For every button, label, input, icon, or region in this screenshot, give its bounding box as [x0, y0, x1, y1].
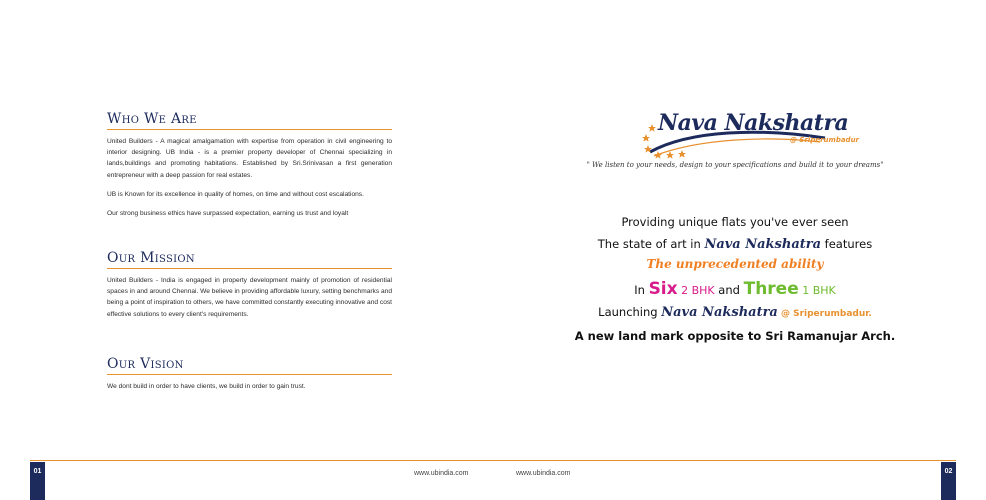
feature-line-5	[560, 305, 910, 329]
six-label: Six	[648, 279, 678, 299]
our-mission-section	[107, 250, 392, 328]
feature-line-4-and: and	[714, 283, 744, 297]
feature-line-5-location: @ Sriperumbadur.	[777, 309, 872, 319]
features-block	[560, 215, 910, 349]
our-vision-section	[107, 356, 392, 400]
nava-nakshatra-logo	[640, 108, 859, 156]
feature-line-2-brand: Nava Nakshatra	[704, 237, 822, 252]
feature-line-1: Providing unique flats you've ever seen	[621, 215, 849, 229]
feature-line-3-text: The unprecedented ability	[646, 257, 824, 271]
feature-line-5-brand: Nava Nakshatra	[661, 305, 778, 320]
feature-line-2	[560, 237, 910, 257]
who-we-are-heading: Who We Are	[107, 111, 392, 130]
feature-line-2-post: features	[821, 237, 873, 251]
logo-title: Nava Nakshatra	[658, 110, 849, 136]
feature-line-5-pre: Launching	[598, 305, 662, 319]
our-vision-heading: Our Vision	[107, 356, 392, 375]
feature-line-2-pre: The state of art in	[597, 237, 705, 251]
bhk2-label: 2 BHK	[677, 284, 715, 297]
our-mission-paragraph: United Builders - India is engaged in property development mainly of promotion of residential spaces in and around Chennai. We believe in providing affordable luxury, setting benchmarks and being a point of inspiration to others, we have committed constantly executing innovative and cost effective solutions to every client's requirements.	[107, 277, 392, 318]
page-number-right: 02	[941, 462, 956, 500]
page-number-left: 01	[30, 462, 45, 500]
feature-line-3	[560, 257, 910, 279]
footer-divider-left	[30, 460, 493, 461]
footer-url-left[interactable]: www.ubindia.com	[414, 470, 469, 477]
our-vision-paragraph: We dont build in order to have clients, we build in order to gain trust.	[107, 383, 306, 390]
footer-divider-right	[493, 460, 956, 461]
feature-line-4-in: In	[634, 283, 649, 297]
three-label: Three	[743, 279, 799, 299]
our-mission-heading: Our Mission	[107, 250, 392, 269]
who-we-are-paragraph: Our strong business ethics have surpassed expectation, earning us trust and loyalt	[107, 210, 349, 218]
tagline: " We listen to your needs, design to your specifications and build it to your dreams"	[586, 161, 884, 169]
who-we-are-section	[107, 111, 392, 227]
who-we-are-paragraph: UB is Known for its excellence in quality of homes, on time and without cost escalations.	[107, 190, 364, 198]
feature-line-4	[560, 279, 910, 305]
feature-line-6: A new land mark opposite to Sri Ramanujar Arch.	[574, 329, 896, 343]
footer-url-right[interactable]: www.ubindia.com	[516, 470, 571, 477]
logo-subtitle: @ Sriperumbadur	[790, 136, 859, 144]
who-we-are-paragraph: United Builders - A magical amalgamation with expertise from operation in civil engineering to interior designing. UB India - is a premier property developer of Chennai specializing in lands,buildings and promoting habitations. Established by Sri.Srinivasan a first generation entrepreneur with a deep passion for real estates.	[107, 138, 392, 179]
bhk1-label: 1 BHK	[798, 284, 836, 297]
